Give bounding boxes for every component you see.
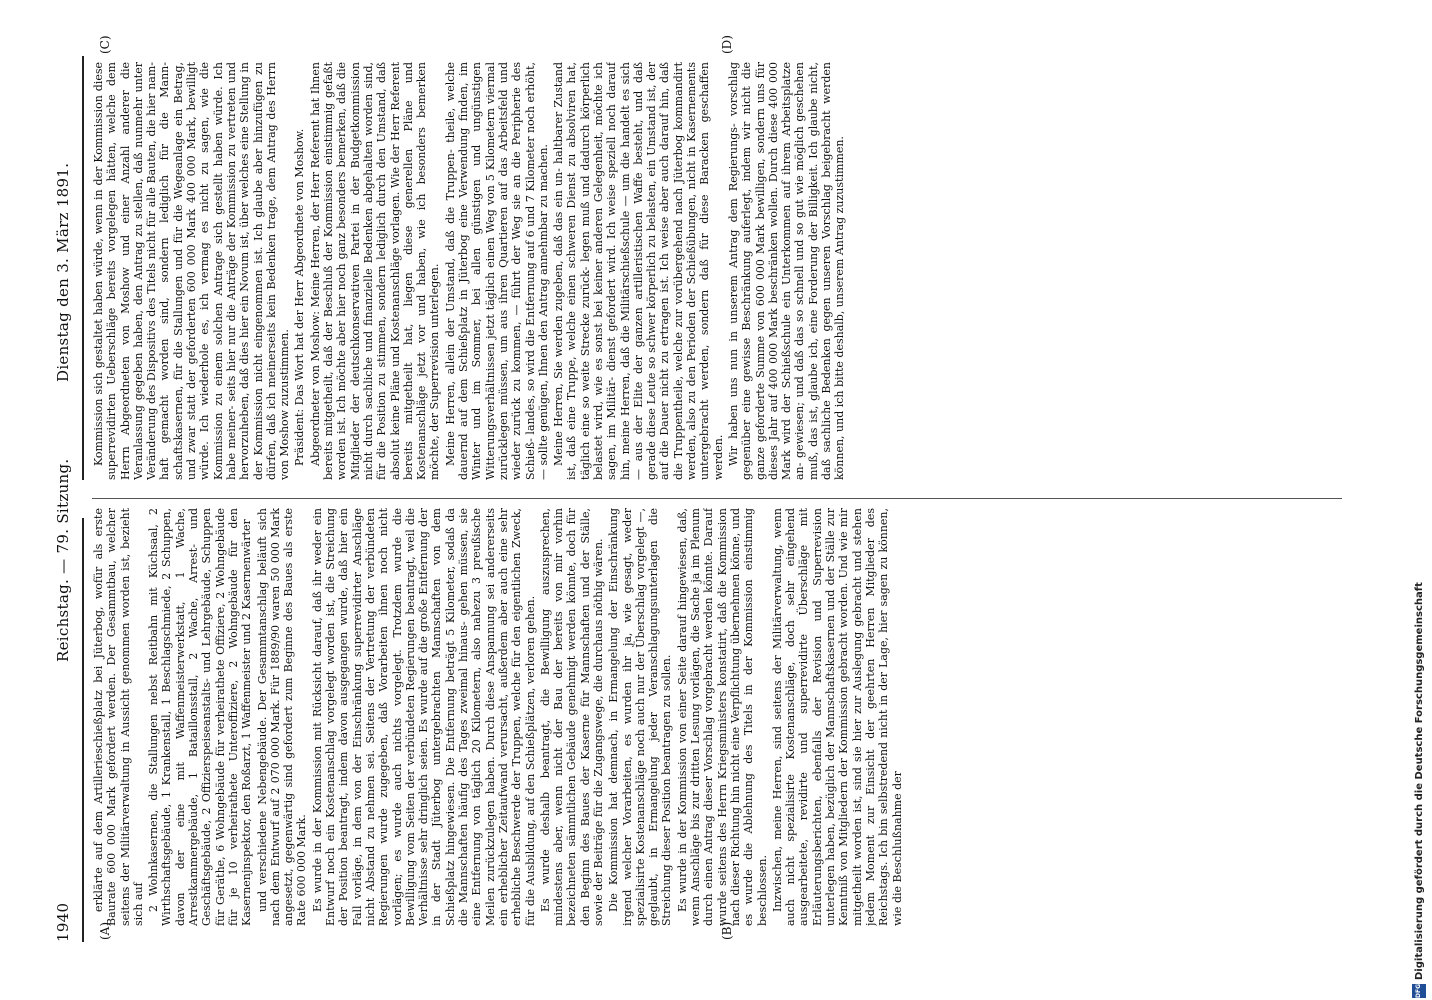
margin-mark-b: (B) [720, 921, 734, 940]
paragraph: Es wurde in der Kommission mit Rücksicht darauf, daß ihr weder ein Entwurf noch ein Kostenanschlag vorgelegt worden ist, die Streichung der Position beantragt, indem davon ausgegangen wurde, daß hier ein Fall vorläge, in dem von der Einschränkung superrevidirter Anschläge nicht Abstand zu nehmen sei. Seitens der Vertretung der verbündeten Regierungen wurde zugegeben, daß Vorarbeiten ihnen noch nicht vorlägen; es wurde auch nichts vorgelegt. Trotzdem wurde die Bewilligung vom Seiten der verbündeten Regierungen beantragt, weil die Verhältnisse sehr dringlich seien. Es wurde auf die große Entfernung der in der Stadt Jüterbog untergebrachten Mannschaften von dem Schießplatz hingewiesen. Die Entfernung beträgt 5 Kilometer, sodaß da die Mannschaften häufig des Tages zweimal hinaus- gehen müssen, sie eine Entfernung von täglich 20 Kilometern, also nahezu 3 preußische Meilen zurückzulegen haben. Durch diese Anspannung sei andererseits ein erheblicher Zeitaufwand verursacht, außerdem aber auch eine sehr erhebliche Beschwerde der Truppen, welche für den eigentlichen Zweck, für die Ausbildung, auf den Schießplätzen, verloren gehen. [310, 508, 537, 926]
paragraph: Es wurde deshalb beantragt, die Bewilligung auszusprechen, mindestens aber, wenn nicht der Bau der bereits von mir vorhin bezeichneten sämmtlichen Gebäude genehmigt werden könnte, doch für den Beginn des Baues der Kaserne für Mannschaften und der Ställe, sowie der Beiträge für die Zugangswege, die durchaus nöthig wären. [538, 508, 605, 926]
paragraph: und verschiedene Nebengebäude. Der Gesammtanschlag beläuft sich nach dem Entwurf auf 2 070 000 Mark. Für 1889/90 waren 50 000 Mark angesetzt, gegenwärtig sind gefordert zum Beginne des Baues als erste Rate 600 000 Mark. [255, 508, 309, 926]
text-column-left [92, 508, 1352, 926]
page-header [48, 58, 78, 942]
digitization-footer [1406, 0, 1432, 1000]
column-divider [92, 498, 1342, 499]
digitization-credit: Digitalisierung gefördert durch die Deutsche Forschungsgemeinschaft [1414, 582, 1425, 980]
page-title: Reichstag. — 79. Sitzung. [54, 458, 72, 662]
paragraph: Wir haben uns nun in unserem Antrag dem Regierungs- vorschlag gegenüber eine gewisse Beschränkung auferlegt, indem wir nicht die ganze geforderte Summe von 600 000 Mark bewilligen, sondern uns für dieses Jahr auf 400 000 Mark beschränken wollen. Durch diese 400 000 Mark wird der Schießschule ein Unterkommen auf ihrem Arbeitsplatze an- gewiesen; und daß das so schnell und so gut wie möglich geschehen muß, das ist, glaube ich, eine Forderung der Billigkeit. Ich glaube nicht, daß sachliche Bedenken gegen unseren Vorschlag beigebracht werden können, und ich bitte deshalb, unserem Antrag zuzustimmen. [726, 62, 847, 480]
header-rule-left [82, 518, 84, 942]
page-number: 1940 [54, 902, 72, 942]
paragraph: Abgeordneter von Moshow: Meine Herren, der Herr Referent hat Ihnen bereits mitgetheilt, daß der Beschluß der Kommission einstimmig gefaßt worden ist. Ich möchte aber hier noch ganz besonders bemerken, daß die Mitglieder der deutschkonservativen Partei in der Budgetkommission nicht durch sachliche und finanzielle Bedenken abgehalten worden sind, für die Position zu stimmen, sondern lediglich durch den Umstand, daß absolut keine Pläne und Kostenanschläge vorlagen. Wie der Herr Referent bereits mitgetheilt hat, liegen diese generellen Pläne und Kostenanschläge jetzt vor und haben, wie ich besonders bemerken möchte, der Superrevision unterlegen. [308, 62, 442, 480]
text-column-right [92, 62, 1352, 480]
paragraph: Meine Herren, Sie werden zugeben, daß das ein un- haltbarer Zustand ist, daß eine Truppe, welche einen schweren Dienst zu absolviren hat, täglich eine so weite Strecke zurück- legen muß und dadurch körperlich belastet wird, wie es sonst bei keiner anderen Gelegenheit, möchte ich sagen, im Militär- dienst gefordert wird. Ich weise speziell noch darauf hin, meine Herren, daß die Militärschießschule — um die handelt es sich — aus der Elite der ganzen artilleristischen Waffe besteht, und daß gerade diese Leute so schwer körperlich zu belasten, ein Umstand ist, der auf die Dauer nicht zu ertragen ist. Ich weise aber auch darauf hin, daß die Truppentheile, welche zur vorübergehend nach Jüterbog kommandirt werden, also zu den Perioden der Schießübungen, nicht in Kasernements untergebracht werden, sondern daß für diese Baracken geschaffen werden. [552, 62, 725, 480]
paragraph: Die Kommission hat demnach, in Ermangelung der Einschränkung irgend welcher Vorarbeiten, es wurden ihr ja, wie gesagt, weder spezialisirte Kostenanschläge noch auch nur der Überschlag vorgelegt —, geglaubt, in Ermangelung jeder Veranschlagungsunterlagen die Streichung dieser Position beantragen zu sollen. [607, 508, 674, 926]
header-rule-right [82, 56, 84, 480]
paragraph: erklärte auf dem Artillerieschießplatz bei Jüterbog, wofür als erste Baurate 600 000 Mark gefordert werden. Der Gesammtbau, welcher seitens der Militärverwaltung in Aussicht genommen worden ist, bezieht sich auf [92, 508, 145, 926]
paragraph: Meine Herren, allein der Umstand, daß die Truppen- theile, welche dauernd auf dem Schießplatz in Jüterbog eine Verwendung finden, im Winter und im Sommer, bei allen günstigen und ungünstigen Witterungsverhältnissen jetzt täglich einen Weg von 5 Kilometern viermal zurücklegen müssen, um aus ihren Quartieren auf das Arbeitsfeld und wieder zurück zu kommen, — führt der Weg sie an die Peripherie des Schieß- landes, so wird die Entfernung auf 6 und 7 Kilometer noch erhöht, — sollte genügen, Ihnen den Antrag annehmbar zu machen. [443, 62, 550, 480]
paragraph: Inzwischen, meine Herren, sind seitens der Militärverwaltung, wenn auch nicht spezialisirte Kostenanschläge, doch sehr eingehend ausgearbeitete, revidirte und superrevidirte Überschläge mit Erläuterungsberichten, ebenfalls der Revision und Superrevision unterlegen haben, bezüglich der Mannschaftskasernen und der Ställe zur Kenntniß von Mitgliedern der Kommission gebracht worden. Und wie mir mitgetheilt worden ist, sind sie hier zur Auslegung gebracht und stehen jedem Moment zur Einsicht der geehrten Herren Mitglieder des Reichstags. Ich bin selbstredend nicht in der Lage, hier sagen zu können, wie die Beschlußnahme der [770, 508, 904, 926]
page-date: Dienstag den 3. März 1891. [54, 162, 72, 382]
paragraph: Präsident: Das Wort hat der Herr Abgeordnete von Moshow. [293, 128, 307, 466]
paragraph: Kommission sich gestaltet haben würde, wenn in der Kommission diese superrevidirten Ueberschläge bereits vorgelegen hätten, welche dem Herrn Abgeordneten von Moshow und einer Anzahl anderer die Veranlassung gegeben haben, den Antrag zu stellen, daß nunmehr unter Veränderung des Dispositivs des Titels nicht für alle Bauten, die hier nam- haft gemacht worden sind, sondern lediglich für die Mann- schaftskasernen, für die Stallungen und für die Wegeanlage ein Betrag, und zwar statt der geforderten 600 000 Mark 400 000 Mark, bewilligt würde. Ich wiederhole es, ich vermag es nicht zu sagen, wie die Kommission zu einem solchen Antrage sich gestellt haben würde. Ich habe meiner- seits hier nur die Anträge der Kommission zu vertreten und hervorzuheben, daß dies hier ein Novum ist, über welches eine Stellung in der Kommission nicht eingenommen ist. Ich glaube aber hinzufügen zu dürfen, daß ich meinerseits kein Bedenken trage, dem Antrag des Herrn von Moshow zuzustimmen. [92, 62, 292, 480]
paragraph: 2 Wohnkasernen, die Stallungen nebst Reitbahn mit Küchsaal, 2 Wirthschaftsgebäude, 1 Krankenstall, 1 Beschlagschmiede, 2 Schuppen, davon der eine mit Waffenmeisterwerkstatt, 1 Wache, Arrestkammergebäude, 1 Bataillonsstall, 2 Wache, Arrest- und Geschäftsgebäude, 2 Offizierspeiseanstalts- und Lehrgebäude, Schuppen für Geräthe, 6 Wohngebäude für verheirathete Offiziere, 2 Wohngebäude für je 10 verheirathete Unteroffiziere, 2 Wohngebäude für den Kasernenjnspektor, den Roßarzt, 1 Waffenmeister und 2 Kasernenwärter [147, 508, 254, 926]
margin-mark-a: (A) [98, 921, 112, 940]
margin-mark-d: (D) [720, 35, 734, 54]
dfg-logo: DFG [1412, 984, 1426, 998]
paragraph: Es wurde in der Kommission von einer Seite darauf hingewiesen, daß, wenn Anschläge bis zur dritten Lesung vorlägen, die Sache ja im Plenum durch einen Antrag dieser Vorschlag vorgebracht werden könnte. Darauf wurde seitens des Herrn Kriegsministers konstatirt, daß die Kommission nach dieser Richtung hin nicht eine Verpflichtung übernehmen könne, und es wurde die Ablehnung des Titels in der Kommission einstimmig beschlossen. [675, 508, 769, 926]
margin-mark-c: (C) [98, 35, 112, 54]
